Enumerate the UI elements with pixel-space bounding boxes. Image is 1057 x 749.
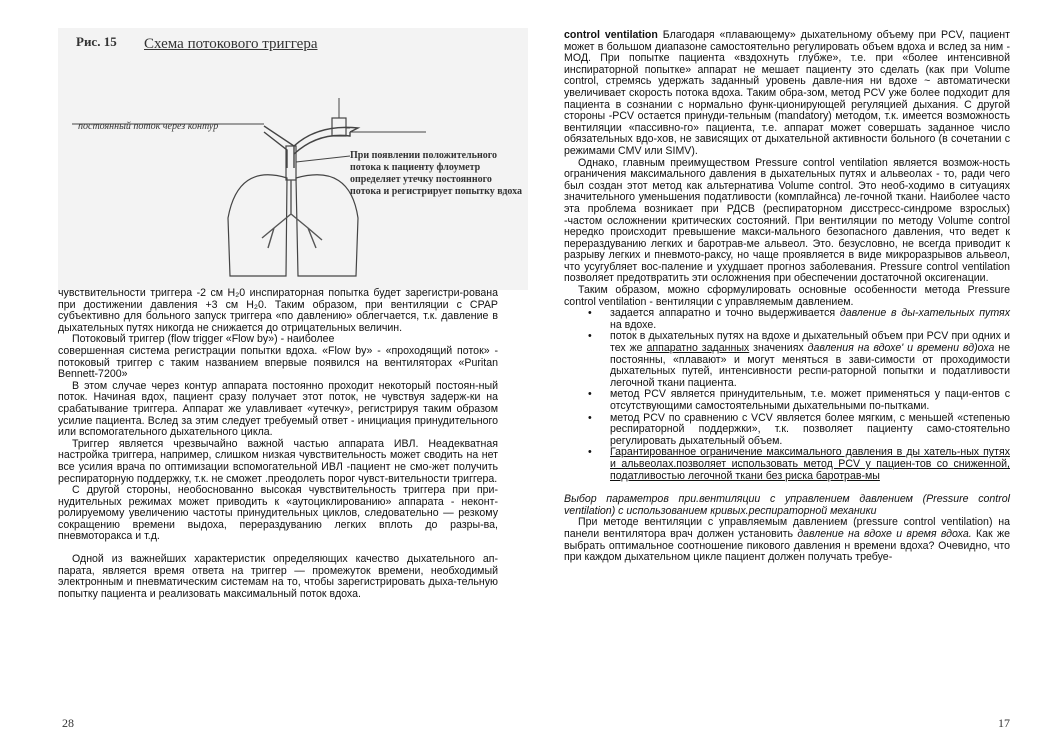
feature-list xyxy=(564,308,1010,482)
paragraph: Триггер является чрезвычайно важной частью аппарата ИВЛ. Неадекватная настройка триггера, например, слишком низкая чувствительность может сводить на нет все усилия врача по оптимизации вспомогательной ИВЛ -пациент не смо-жет получить респираторную поддержку, т.к. не сможет .преодолеть порог чувст-вительности триггера. xyxy=(58,437,498,485)
right-text: control ventilation Благодаря «плавающему» дыхательному объему при PCV, пациент может в большом диапазоне самостоятельно регулировать объем вдоха и вслед за ним - МОД. При попытке пациента «вздохнуть глубже», т.е. при «более интенсивной инспираторной попытке» аппарат не мешает пациенту это сделать (как при Volume control, стремясь удержать заданный уровень давле-ния ни вдохе ~ автоматически увеличивает скорость потока вдоха. Таким обра-зом, метод PCV уже более подходит для пациента в сознании с нормально функ-ционирующей регуляцией дыхания. С другой стороны -PCV остается принуди-тельным (mandatory) методом, т.к. имеется возможность вентиляции «пассивно-го» пациента, т.е. аппарат может совершать заданное число обязательных вдо-хов, не зависящих от дыхательной активности больного (в сочетании с режимами CMV или SIMV). Однако, главным преимуществом Pressure control ventilation является возмож-ность ограничения максимального давления в дыхательных путях и альвеолах - то, ради чего был создан этот метод как альтернатива Volume control. Это необ-ходимо в ситуациях значительного уменьшения податливости (комплайнса) ле-гочной ткани. Наиболее часто эта проблема возникает при РДСВ (респираторном дисстресс-синдроме взрослых) -частом осложнении критических состояний. При вентиляции по методу Volume control нередко происходит превышение макси-мального безопасного давления, что ведет к перераздуванию легких и баротрав-ме альвеол. Это. безусловно, не всегда приводит к разрыву легких и пневмото-раксу, но чаще проявляется в виде микроразрывов альвеол, что усугубляет вос-паление и ухудшает прогноз заболевания. Pressure control ventilation позволяет предотвратить эти осложнения при обеспечении достаточной оксигенации. Таким образом, можно сформулировать основные особенности метода Pressure control ventilation - вентиляции с управляемым давлением. • задается аппаратно и точно выдерживается давление в ды-хательных путях на вдохе. • поток в дыхательных путях на вдохе и дыхательный объем при PCV при одних и тех же аппаратно заданных значениях давления на вдохе' и времени вд)оха не постоянны, «плавают» и могут меняться в зави-симости от проходимости дыхательных путей, интенсивности респи-раторной попытки и податливости легочной ткани пациента. • метод PCV является принудительным, т.е. может применяться у паци-ентов с отсутствующими самостоятельными дыхательными по-пытками. • метод PCV по сравнению с VCV является более мягким, с меньшей «степенью респираторной поддержки», т.к. позволяет пациенту само-стоятельно регулировать дыхательный объем. • Гарантированное ограничение максимального давления в ды хатель-ных путях и альвеолах.позволяет использовать метод PCV у пациен-тов со сниженной, податливостью легочной ткани без риска баротрав-мы Выбор параметров при.вентиляции с управлением давлением (Pressure control ventilation) с использованием кривых.респираторной механики При методе вентиляции с управляемым давлением (pressure control ventilation) на панели вентилятора врач должен установить давление на вдохе и время вдоха. Как же выбрать оптимальное соотношение пикового давления н времени вдоха? Очевидно, что при каждом дыхательном цикле пациент должен получать требуе- xyxy=(564,29,1011,564)
list-item: • Гарантированное ограничение максимального давления в ды хатель-ных путях и альвеолах.позволяет использовать метод PCV у пациен-тов со сниженной, податливостью легочной ткани без риска баротрав-мы xyxy=(588,446,1010,482)
list-item: • задается аппаратно и точно выдерживается давление в ды-хательных путях на вдохе. xyxy=(588,307,1010,331)
paragraph: Таким образом, можно сформулировать основные особенности метода Pressure control ventilation - вентиляции с управляемым давлением. xyxy=(564,284,1010,308)
bold-term: control ventilation xyxy=(564,29,658,41)
note-pointer xyxy=(296,156,350,162)
figure-title: Схема потокового триггера xyxy=(144,36,318,52)
section-heading: Выбор параметров при.вентиляции с управлением давлением (Pressure control ventilation) с использованием кривых.респираторной механики xyxy=(564,493,1010,517)
paragraph: Потоковый триггер (flow trigger «Flow by») - наиболее xyxy=(72,333,335,346)
paragraph: Благодаря «плавающему» дыхательному объему при PCV, пациент может в большом диапазоне самостоятельно регулировать объем вдоха и вслед за ним - МОД. При попытке пациента «вздохнуть глубже», т.е. при «более интенсивной инспираторной попытке» аппарат не мешает пациенту это сделать (как при Volume control, стремясь удержать заданный уровень давле-ния ни вдохе ~ автоматически увеличивает скорость потока вдоха. Таким обра-зом, метод PCV уже более подходит для пациента в сознании с нормально функ-ционирующей регуляцией дыхания. С другой стороны -PCV остается принуди-тельным (mandatory) методом, т.к. имеется возможность вентиляции «пассивно-го» пациента, т.е. аппарат может совершать заданное число обязательных вдо-хов, не зависящих от дыхательной активности больного (в сочетании с режимами CMV или SIMV). xyxy=(564,29,1010,157)
list-item: • поток в дыхательных путях на вдохе и дыхательный объем при PCV при одних и тех же аппаратно заданных значениях давления на вдохе' и времени вд)оха не постоянны, «плавают» и могут меняться в зави-симости от проходимости дыхательных путей, интенсивности респи-раторной попытки и податливости легочной ткани пациента. xyxy=(588,330,1011,389)
list-item: • метод PCV является принудительным, т.е. может применяться у паци-ентов с отсутствующими самостоятельными дыхательными по-пытками. xyxy=(588,388,1010,412)
paragraph: С другой стороны, необоснованно высокая чувствительность триггера при при-нудительных режимах может приводить к «аутоциклированию» аппарата - неконт-ролируемому увеличению частоты принудительных циклов, следовательно — резкому сокращению времени выдоха, перераздуванию легких вплоть до разры-ва, пневмоторакса и т.д. xyxy=(58,484,498,543)
figure-number: Рис. 15 xyxy=(76,34,117,49)
paragraph: совершенная система регистрации попытки вдоха. «Flow by» - «проходящий поток» - потоковый триггер с таким названием впервые появился на вентиляторах «Puritan Bennett-7200» xyxy=(58,344,498,381)
page-number: 17 xyxy=(998,716,1010,730)
page-number: 28 xyxy=(62,716,74,730)
figure-label-flow: постоянный поток через контур xyxy=(78,121,219,132)
paragraph: Одной из важнейших характеристик определяющих качество дыхательного ап-парата, является время ответа на триггер — промежуток времени, необходимый электронным и пневматическим системам на то, чтобы зарегистрировать дыха-тельную попытку пациента и реализовать максимальный поток вдоха. xyxy=(58,553,498,600)
tube-left xyxy=(264,126,294,168)
figure-label-note: При появлении положительного потока к пациенту флоуметр определяет утечку постоянного потока и регистрирует попытку вдоха xyxy=(350,150,523,197)
paragraph: чувствительности триггера -2 см H₂0 инспираторная попытка будет зарегистри-рована при достижении давления +3 см H₂0. Таким образом, при вентиляции с CPAP субъективно для больного запуск триггера «по давлению» облегчается, т.к. давление в дыхательных путях никогда не снижается до отрицательных величин. xyxy=(58,287,498,334)
bronchi xyxy=(262,180,322,248)
left-page xyxy=(0,0,528,749)
left-text xyxy=(58,288,498,600)
tube-right xyxy=(294,127,358,154)
paragraph: Однако, главным преимуществом Pressure control ventilation является возмож-ность ограничения максимального давления в дыхательных путях и альвеолах - то, ради чего был создан этот метод как альтернатива Volume control. Это необ-ходимо в ситуациях значительного уменьшения податливости (комплайнса) ле-гочной ткани. Наиболее часто эта проблема возникает при РДСВ (респираторном дисстресс-синдроме взрослых) -частом осложнении критических состояний. При вентиляции по методу Volume control нередко происходит превышение макси-мального безопасного давления, что ведет к перераздуванию легких и баротрав-ме альвеол. Это. безусловно, не всегда приводит к разрыву легких и пневмото-раксу, но чаще проявляется в виде микроразрывов альвеол, что усугубляет вос-паление и ухудшает прогноз заболевания. Pressure control ventilation позволяет предотвратить эти осложнения при обеспечении достаточной оксигенации. xyxy=(564,156,1010,285)
figure-flow-trigger xyxy=(58,28,528,290)
paragraph: В этом случае через контур аппарата постоянно проходит некоторый постоян-ный поток. Начиная вдох, пациент сразу получает этот поток, не чувствуя задерж-ки на срабатывание триггера. Аппарат же улавливает «утечку», регистрируя таким образом усилие пациента. Вслед за этим следует требуемый ответ - инициация принудительного или вспомогательного дыхательного цикла. xyxy=(58,379,498,439)
right-page xyxy=(528,0,1057,749)
list-item: • метод PCV по сравнению с VCV является более мягким, с меньшей «степенью респираторной поддержки», т.к. позволяет пациенту само-стоятельно регулировать дыхательный объем. xyxy=(588,411,1010,447)
